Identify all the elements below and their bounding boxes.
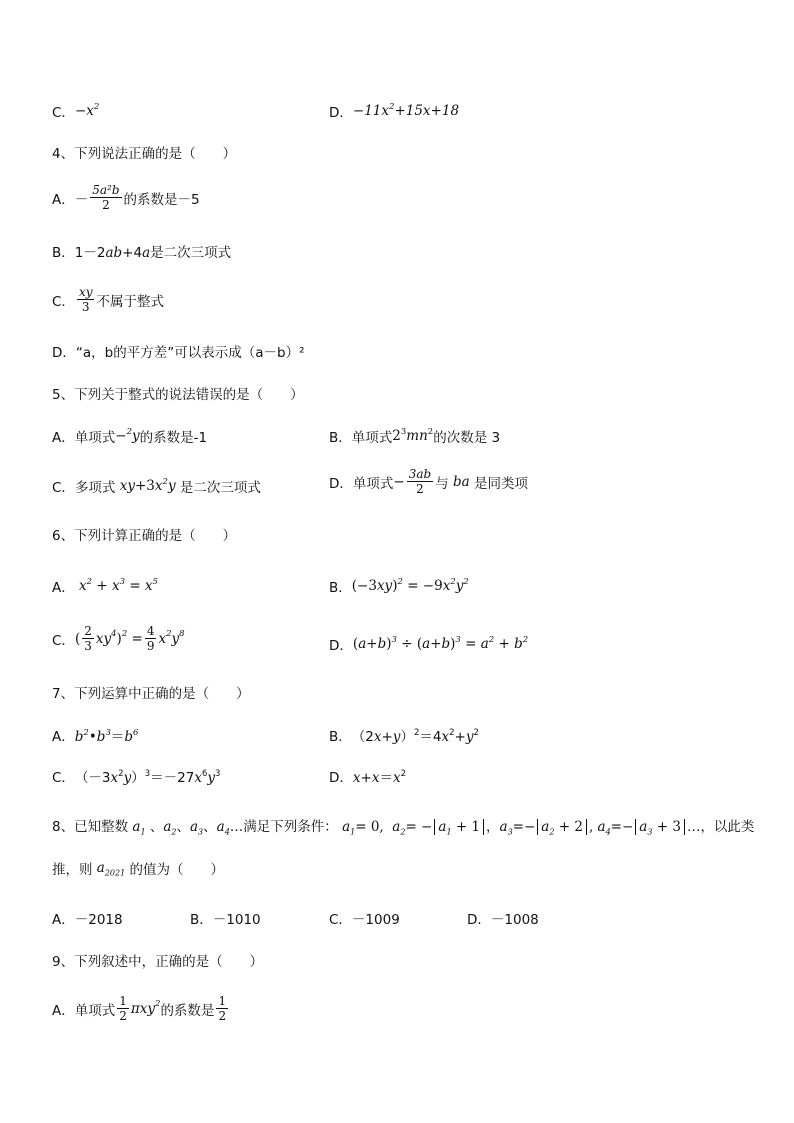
option-label: C． bbox=[52, 480, 75, 496]
q6-option-a bbox=[52, 576, 158, 596]
math-expression: $2^3mn^2$ bbox=[392, 426, 434, 444]
q4-option-c bbox=[52, 285, 164, 314]
fraction bbox=[117, 994, 129, 1023]
q4-stem bbox=[52, 142, 236, 162]
fraction bbox=[77, 285, 95, 314]
fraction bbox=[82, 624, 94, 653]
option-text: A．－2018 bbox=[52, 912, 123, 928]
option-text: B．－1010 bbox=[190, 912, 261, 928]
math-expression: 1－2ab+4a bbox=[74, 245, 151, 261]
math-expression: $a_{2021}$ bbox=[92, 860, 126, 878]
option-label: A． bbox=[52, 729, 75, 745]
math-expression: $x+x=x^2$ bbox=[352, 768, 407, 786]
math-expression: $xy^4)^2$ = bbox=[95, 629, 143, 647]
option-text: 与 bbox=[435, 475, 449, 492]
fraction-denominator: 2 bbox=[416, 482, 424, 496]
q8-option-d bbox=[467, 908, 539, 928]
question-text: 5、下列关于整式的说法错误的是（ ） bbox=[52, 387, 304, 403]
fraction-numerator: 2 bbox=[84, 624, 92, 638]
option-label: D． bbox=[52, 345, 76, 361]
q5-option-c bbox=[52, 476, 261, 496]
fraction-numerator: 3ab bbox=[408, 467, 432, 481]
fraction bbox=[145, 624, 157, 653]
q6-option-c: C． ( $\frac{2}{3}$ $xy^4)^2$ = $\frac{4}{9}$ $x^2y^8$ bbox=[52, 624, 185, 653]
option-text: 的系数是－5 bbox=[123, 191, 200, 208]
math-expression: $a_1= 0$, $a_2= - a_1 + 1$ ，$a_3=- a_2 + 2$ , $a_4=- a_3 + 3$ bbox=[338, 815, 687, 835]
fraction-numerator: xy bbox=[78, 285, 93, 299]
math-expression: ba bbox=[448, 473, 474, 490]
q7-option-d bbox=[329, 766, 406, 786]
math-expression: πxy$^2$ bbox=[130, 999, 161, 1017]
question-text: 8、已知整数 bbox=[52, 819, 129, 835]
math-expression: −$^2$y bbox=[115, 426, 140, 444]
q7-option-a bbox=[52, 725, 138, 745]
option-label: B． bbox=[52, 245, 75, 261]
q5-option-a bbox=[52, 426, 207, 446]
option-text: 多项式 bbox=[74, 480, 116, 496]
fraction bbox=[407, 467, 433, 496]
option-label: C． bbox=[52, 770, 75, 786]
option-text: 的次数是 3 bbox=[433, 430, 501, 446]
option-text: 是二次三项式 bbox=[150, 245, 232, 261]
q7-stem bbox=[52, 682, 250, 702]
q3-option-d bbox=[329, 101, 459, 121]
math-expression: $a_1$ 、$a_2$、$a_3$、$a_4$ bbox=[128, 819, 230, 837]
q8-stem-line1 bbox=[52, 815, 754, 835]
option-label: B． bbox=[329, 430, 352, 446]
question-text: 6、下列计算正确的是（ ） bbox=[52, 528, 237, 544]
question-text: 的值为（ ） bbox=[129, 862, 224, 878]
q8-option-a bbox=[52, 908, 123, 928]
fraction bbox=[216, 994, 228, 1023]
option-text: 是二次三项式 bbox=[179, 480, 261, 496]
option-label: A． bbox=[52, 430, 75, 446]
q6-option-d bbox=[329, 634, 528, 654]
q4-option-d bbox=[52, 341, 305, 361]
fraction-numerator: 4 bbox=[146, 624, 155, 638]
q8-option-c bbox=[329, 908, 400, 928]
option-label: C． bbox=[52, 293, 75, 310]
option-text: 是同类项 bbox=[473, 475, 528, 492]
q7-option-c bbox=[52, 766, 220, 786]
math-expression: $x^2y^8$ bbox=[158, 629, 185, 647]
q6-stem bbox=[52, 524, 236, 544]
q9-option-a bbox=[52, 994, 230, 1023]
option-label: D． bbox=[329, 105, 353, 121]
fraction-numerator: 1 bbox=[218, 994, 227, 1008]
math-expression: $-11x^2+15x+18$ bbox=[352, 101, 460, 119]
math-expression: $(2x+y)^2=4x^2+y^2$ bbox=[351, 727, 479, 745]
q6-option-b bbox=[329, 576, 469, 596]
option-text: 不属于整式 bbox=[96, 293, 164, 310]
q8-stem-line2 bbox=[52, 858, 224, 878]
q7-option-b bbox=[329, 725, 479, 745]
question-text: 7、下列运算中正确的是（ ） bbox=[52, 686, 250, 702]
q5-option-b bbox=[329, 426, 500, 446]
math-expression: $(-3xy)^2 = -9x^2y^2$ bbox=[351, 576, 469, 594]
fraction-denominator: 2 bbox=[102, 198, 110, 212]
q5-stem bbox=[52, 383, 304, 403]
option-label: C． bbox=[52, 105, 75, 121]
option-text: D．－1008 bbox=[467, 912, 539, 928]
option-text: 的系数是 bbox=[160, 1002, 215, 1019]
fraction-numerator: 5a²b bbox=[92, 183, 120, 197]
option-text: 单项式 bbox=[74, 1002, 116, 1019]
math-expression: $x^2 + x^3 = x^5$ bbox=[74, 576, 158, 594]
option-label: B． bbox=[329, 729, 352, 745]
math-expression: $b^2•b^3=b^6$ bbox=[74, 727, 139, 745]
question-text: 4、下列说法正确的是（ ） bbox=[52, 146, 237, 162]
q9-stem bbox=[52, 950, 263, 970]
q4-option-b bbox=[52, 241, 231, 261]
option-label: D． bbox=[329, 770, 353, 786]
option-label: D． bbox=[329, 638, 353, 654]
option-text: 单项式 bbox=[351, 430, 393, 446]
math-expression: $-x^2$ bbox=[74, 101, 100, 119]
option-text: 单项式 bbox=[74, 430, 116, 446]
fraction-denominator: 2 bbox=[218, 1009, 227, 1023]
option-text: 的系数是-1 bbox=[139, 430, 208, 446]
minus-sign: － bbox=[74, 191, 89, 208]
fraction-denominator: 3 bbox=[81, 300, 90, 314]
math-expression: $(-3x^2y)^3=-27x^6y^3$ bbox=[74, 768, 221, 786]
option-text: 单项式 bbox=[352, 475, 394, 492]
question-text: …满足下列条件： bbox=[229, 819, 338, 835]
math-expression: $xy+3x^2y$ bbox=[115, 476, 180, 494]
option-label: B． bbox=[329, 580, 352, 596]
q8-option-b bbox=[190, 908, 261, 928]
question-text: 9、下列叙述中，正确的是（ ） bbox=[52, 954, 264, 970]
fraction-numerator: 1 bbox=[119, 994, 127, 1008]
fraction-denominator: 9 bbox=[146, 639, 155, 653]
option-label: A． bbox=[52, 1002, 75, 1019]
option-text: C．－1009 bbox=[329, 912, 400, 928]
fraction-denominator: 3 bbox=[84, 639, 92, 653]
option-label: C． bbox=[52, 632, 75, 649]
fraction bbox=[90, 183, 121, 212]
q3-option-c bbox=[52, 101, 99, 121]
math-expression: $(a+b)^3 \div (a+b)^3 = a^2 + b^2$ bbox=[352, 634, 529, 652]
option-text: “a，b的平方差”可以表示成（a－b）² bbox=[75, 345, 305, 361]
option-label: D． bbox=[329, 475, 353, 492]
option-label: A． bbox=[52, 580, 75, 596]
question-text: …，以此类 bbox=[686, 819, 755, 835]
q4-option-a bbox=[52, 183, 200, 212]
option-label: A． bbox=[52, 191, 75, 208]
question-text: 推，则 bbox=[52, 862, 93, 878]
fraction-denominator: 2 bbox=[119, 1009, 127, 1023]
q5-option-d: D． 单项式 − $\frac{3ab}{2}$ 与 ba 是同类项 bbox=[329, 467, 528, 496]
